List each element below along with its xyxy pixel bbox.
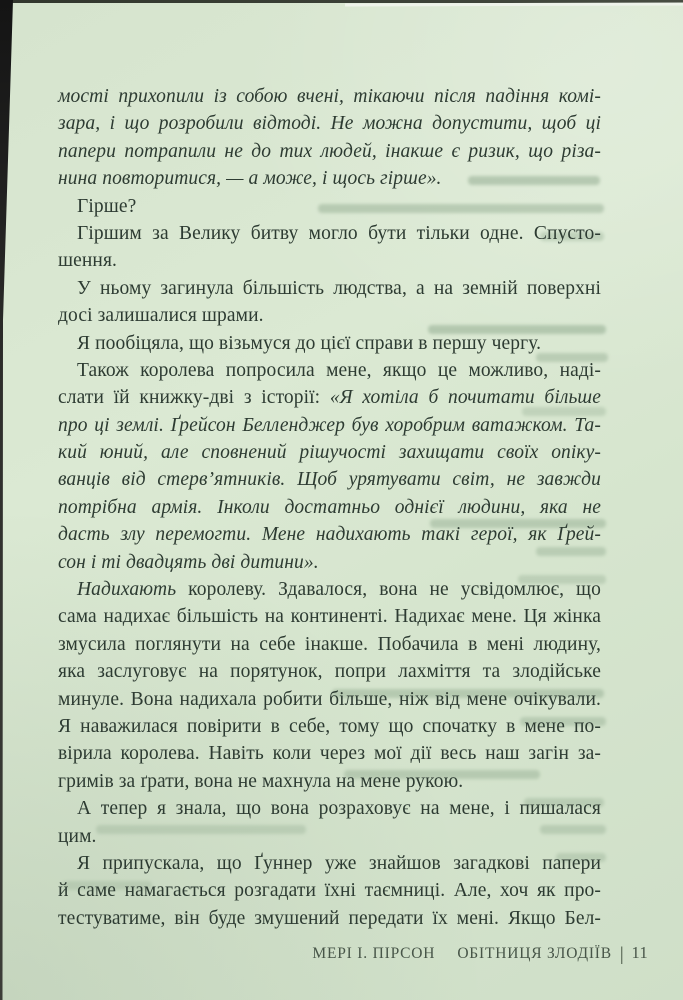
italic-text-run: сон і ті двадцять дві дитини».: [58, 551, 319, 573]
text-line: [58, 768, 601, 795]
text-run: змусила поглянути на себе інакше. Побачила в мені людину,: [58, 633, 601, 655]
text-line: [58, 138, 601, 165]
italic-text-run: ванців від стерв’ятників. Щоб урятувати світ, не завжди: [58, 469, 601, 491]
text-run: гримів за ґрати, вона не махнула на мене рукою.: [58, 770, 464, 792]
italic-text-run: дасть злу перемогти. Мене надихають такі герої, як Ґрей-: [58, 524, 601, 546]
text-line: [58, 439, 601, 466]
text-line: [58, 631, 601, 658]
page-body-text: [58, 83, 601, 932]
text-line: [58, 330, 601, 357]
footer-separator: |: [619, 944, 625, 965]
italic-text-run: мості прихопили із собою вчені, тікаючи після падіння комі-: [58, 86, 601, 107]
italic-text-run: нина повторитися, — а може, і щось гірше».: [58, 168, 442, 190]
text-line: [58, 521, 601, 548]
italic-text-run: Надихають: [77, 579, 177, 601]
footer-book-title: ОБІТНИЦЯ ЗЛОДІЇВ: [457, 945, 612, 962]
text-run: Я пообіцяла, що візьмуся до цієї справи в першу чергу.: [77, 332, 542, 354]
italic-text-run: «Я хотіла б почитати більше: [329, 387, 601, 409]
text-run: цим.: [58, 825, 97, 847]
text-line: [58, 740, 601, 767]
text-line: [58, 494, 601, 521]
italic-text-run: зара, і що розробили відтоді. Не можна допустити, щоб ці: [58, 113, 601, 135]
text-run: сама надихає більшість на континенті. Надихає мене. Ця жінка: [58, 606, 601, 628]
text-line: [58, 357, 601, 384]
italic-text-run: потрібна армія. Інколи достатньо однієї людини, яка не: [58, 496, 601, 518]
text-run: яка заслуговує на порятунок, попри лахміття та злодійське: [58, 661, 601, 683]
photo-top-edge-highlight: [345, 2, 683, 6]
text-line: [58, 275, 601, 302]
italic-text-run: про ці землі. Ґрейсон Белленджер був хоробрим ватажком. Та-: [58, 414, 601, 436]
text-run: минуле. Вона надихала робити більше, ніж від мене очікували.: [58, 688, 601, 710]
text-run: Я наважилася повірити в себе, тому що спочатку в мене по-: [58, 715, 601, 737]
text-line: [58, 220, 601, 247]
text-line: [58, 795, 601, 822]
text-line: [58, 110, 601, 137]
text-run: Гіршим за Велику битву могло бути тільки одне. Спусто-: [77, 222, 601, 244]
italic-text-run: кий юний, але сповнений рішучості захищати своїх опіку-: [58, 442, 601, 464]
text-run: А тепер я знала, що вона розраховує на мене, і пишалася: [77, 798, 601, 820]
text-line: [58, 247, 601, 274]
text-line: [58, 193, 601, 220]
text-run: шення.: [58, 250, 117, 272]
text-line: [58, 658, 601, 685]
text-line: [58, 686, 601, 713]
text-run: королеву. Здавалося, вона не усвідомлює, що: [176, 579, 601, 601]
page-number: 11: [631, 943, 648, 962]
text-line: [58, 83, 601, 110]
text-line: [58, 850, 601, 877]
text-run: У ньому загинула більшість людства, а на земній поверхні: [77, 277, 601, 299]
text-line: [58, 412, 601, 439]
text-run: Також королева попросила мене, якщо це можливо, наді-: [77, 359, 601, 381]
running-footer: [312, 943, 648, 966]
text-line: [58, 713, 601, 740]
text-run: слати їй книжку-дві з історії:: [58, 387, 330, 409]
text-line: [58, 466, 601, 493]
text-line: [58, 576, 601, 603]
text-run: Гірше?: [77, 195, 137, 217]
text-line: [58, 384, 601, 411]
text-line: [58, 302, 601, 329]
text-line: [58, 165, 601, 192]
text-line: [58, 549, 601, 576]
text-run: й саме намагається розгадати їхні таємниці. Але, хоч як про-: [58, 880, 601, 902]
italic-text-run: папери потрапили не до тих людей, інакше є ризик, що різа-: [58, 140, 601, 162]
text-line: [58, 823, 601, 850]
text-line: [58, 603, 601, 630]
text-run: Я припускала, що Ґуннер уже знайшов загадкові папери: [77, 852, 601, 874]
text-line: [58, 877, 601, 904]
footer-author: МЕРІ І. ПІРСОН: [312, 945, 436, 962]
text-run: вірила королева. Навіть коли через мої дії весь наш загін за-: [58, 743, 601, 765]
text-line: [58, 905, 601, 932]
text-run: тестуватиме, він буде змушений передати їх мені. Якщо Бел-: [58, 907, 601, 929]
text-run: досі залишалися шрами.: [58, 305, 264, 327]
